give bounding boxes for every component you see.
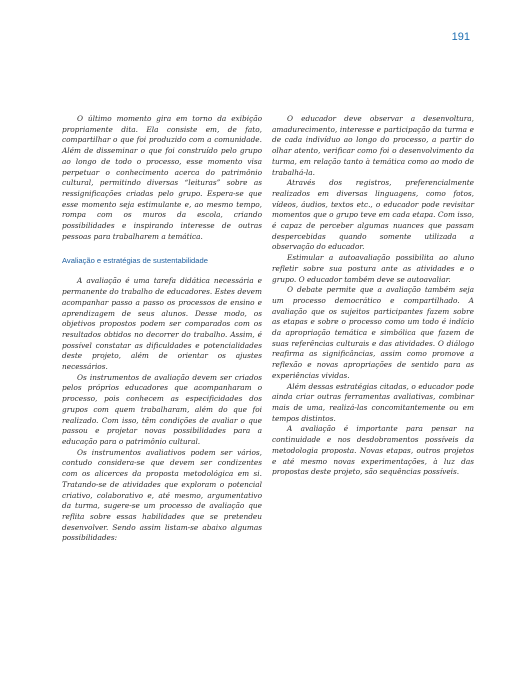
paragraph: O educador deve observar a desenvoltura, amadurecimento, interesse e participação da turma e de cada indivíduo ao longo do processo, a partir do olhar atento, verificar como foi o desenvolvimento da turma, em relação tanto à temática como ao modo de trabalhá-la. xyxy=(272,114,474,177)
paragraph: A avaliação é uma tarefa didática necessária e permanente do trabalho de educadores. Estes devem acompanhar passo a passo os processos de ensino e aprendizagem de seus alunos. Desse modo, os objetivos propostos podem ser comparados com os resultados obtidos no decorrer do trabalho. Assim, é possível constatar as dificuldades e potencialidades deste projeto, além de orientar os ajustes necessários. xyxy=(62,276,262,372)
left-column xyxy=(62,114,262,544)
paragraph: O último momento gira em torno da exibição propriamente dita. Ela consiste em, de fato, compartilhar o que foi produzido com a comunidade. Além de disseminar o que foi construído pelo grupo ao longo de todo o processo, esse momento visa perpetuar o conhecimento acerca do patrimônio cultural, permitindo diversas “leituras” sobre as ressignificações criadas pelo grupo. Espera-se que esse momento seja estimulante e, ao mesmo tempo, rompa com os muros da escola, criando possibilidades e inspirando interesse de outras pessoas para trabalharem a temática. xyxy=(62,114,262,241)
paragraph: Os instrumentos de avaliação devem ser criados pelos próprios educadores que acompanharam o processo, pois conhecem as especificidades dos grupos com quem trabalharam, além do que foi realizado. Com isso, têm condições de avaliar o que passou e projetar novas possibilidades para a educação para o patrimônio cultural. xyxy=(62,372,262,446)
paragraph: A avaliação é importante para pensar na continuidade e nos desdobramentos possíveis da metodologia proposta. Novas etapas, outros projetos e até mesmo novas experimentações, à luz das propostas deste projeto, são sequências possíveis. xyxy=(272,424,474,477)
page-number: 191 xyxy=(451,31,470,43)
paragraph: O debate permite que a avaliação também seja um processo democrático e compartilhado. A avaliação que os sujeitos participantes fazem sobre as etapas e sobre o processo como um todo é indício da apropriação temática e simbólica que fazem de suas referências culturais e das atividades. O diálogo reafirma as significâncias, assim como promove a reflexão e novas apropriações de sentido para as experiências vividas. xyxy=(272,285,474,380)
paragraph: Os instrumentos avaliativos podem ser vários, contudo considera-se que devem ser condizentes com os alicerces da proposta metodológica em si. Tratando-se de atividades que exploram o potencial criativo, colaborativo e, até mesmo, argumentativo da turma, sugere-se um processo de avaliação que reflita sobre essas habilidades que se pretendeu desenvolver. Sendo assim listam-se abaixo algumas possibilidades: xyxy=(62,447,262,543)
paragraph: Estimular a autoavaliação possibilita ao aluno refletir sobre sua postura ante as atividades e o grupo. O educador também deve se autoavaliar. xyxy=(272,253,474,284)
paragraph: Além dessas estratégias citadas, o educador pode ainda criar outras ferramentas avaliativas, combinar mais de uma, realizá-las concomitantemente ou em tempos distintos. xyxy=(272,381,474,423)
paragraph: Através dos registros, preferencialmente realizados em diversas linguagens, como fotos, vídeos, áudios, textos etc., o educador pode revisitar momentos que o grupo teve em cada etapa. Com isso, é capaz de perceber algumas nuances que passam despercebidas quando somente utilizada a observação do educador. xyxy=(272,178,474,252)
right-column xyxy=(272,114,474,478)
section-heading: Avaliação e estratégias de sustentabilidade xyxy=(62,256,208,266)
